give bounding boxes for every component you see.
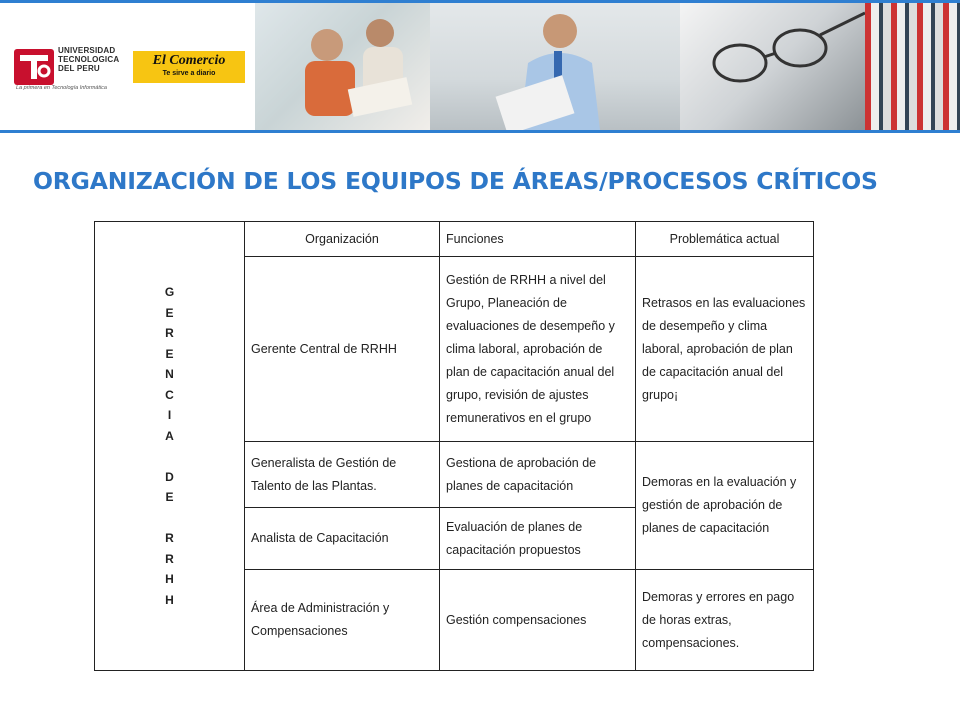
cell-funciones: Gestión de RRHH a nivel del Grupo, Planeación de evaluaciones de desempeño y clima laboral, aprobación de plan de capacitación anual del grupo, revisión de ajustes remunerativos en el grupo [440,257,636,442]
header-banner [0,3,960,130]
side-label-letter: R [165,326,174,340]
side-label-letter: R [165,551,174,566]
utp-name-line-2: TECNOLOGICA [58,55,120,64]
side-label-letter: H [165,592,174,607]
column-header-funciones: Funciones [440,222,636,257]
cell-organizacion: Gerente Central de RRHH [245,257,440,442]
cell-problematica: Demoras en la evaluación y gestión de aprobación de planes de capacitación [636,442,814,570]
side-label-gap [95,508,244,529]
side-label-letter: N [165,367,174,381]
banner-bottom-line [0,130,960,133]
cell-funciones: Gestiona de aprobación de planes de capacitación [440,442,636,508]
side-label-letter: E [165,490,174,504]
side-label-letter: E [165,346,174,361]
cell-organizacion: Área de Administración y Compensaciones [245,570,440,671]
side-label-letter: D [165,469,174,484]
family-reading-illustration [255,3,430,130]
newspaper-stand-photo [865,3,960,130]
side-label-gap [95,446,244,467]
el-comercio-tagline: Te sirve a diario [162,70,216,77]
side-label-letter: A [165,428,174,443]
side-label-letter: C [165,387,174,402]
glasses-illustration [680,3,865,130]
utp-logo-icon [12,47,56,87]
utp-name-line-3: DEL PERU [58,64,100,73]
cell-problematica: Demoras y errores en pago de horas extras, compensaciones. [636,570,814,671]
cell-problematica: Retrasos en las evaluaciones de desempeño y clima laboral, aprobación de plan de capacitación anual del grupo¡ [636,257,814,442]
glasses-and-papers-photo [680,3,865,130]
side-label-letter: I [167,408,172,422]
column-header-problematica: Problemática actual [636,222,814,257]
teams-table [94,221,814,671]
utp-name [58,46,119,73]
side-label-letter: G [164,285,175,299]
side-label-letter: H [165,572,174,586]
cell-organizacion: Generalista de Gestión de Talento de las Plantas. [245,442,440,508]
table-header-row [95,222,814,257]
side-label-gerencia-de-rrhh [95,222,245,671]
cell-organizacion: Analista de Capacitación [245,508,440,570]
cell-funciones: Gestión compensaciones [440,570,636,671]
utp-tagline: La primera en Tecnología Informática [16,85,107,91]
cell-funciones: Evaluación de planes de capacitación propuestos [440,508,636,570]
family-reading-photo [255,3,430,130]
man-reading-illustration [430,3,680,130]
column-header-organizacion: Organización [245,222,440,257]
utp-logo [12,43,122,93]
el-comercio-logo [133,51,245,83]
side-label-letter: R [165,531,174,545]
man-reading-newspaper-photo [430,3,680,130]
side-label-letter: E [165,305,174,320]
el-comercio-name: El Comercio [152,53,226,68]
page-title: ORGANIZACIÓN DE LOS EQUIPOS DE ÁREAS/PROCESOS CRÍTICOS [33,167,878,195]
utp-name-line-1: UNIVERSIDAD [58,46,116,55]
